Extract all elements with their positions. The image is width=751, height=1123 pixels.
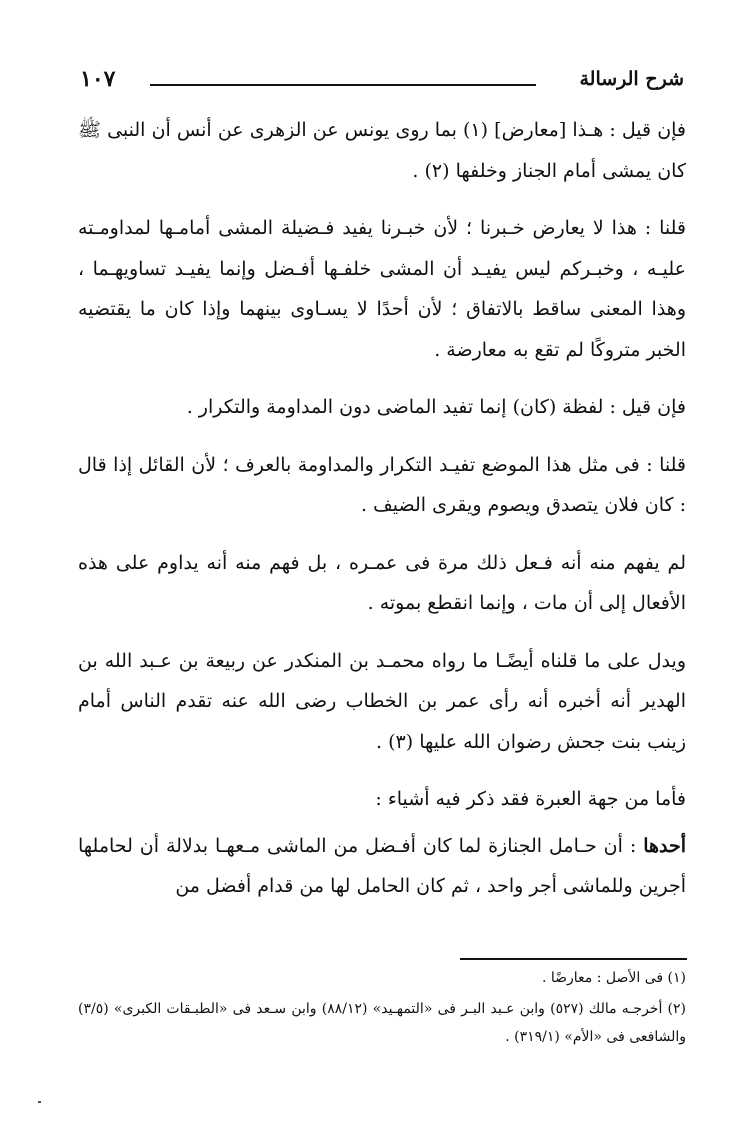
footnote-rule xyxy=(460,958,687,960)
paragraph xyxy=(78,387,686,428)
running-title: شرح الرسالة xyxy=(579,68,684,90)
paragraph-text: قلنا : فى مثل هذا الموضع تفيـد التكرار والمداومة بالعرف ؛ لأن القائل إذا قال : كان فلان يتصدق ويصوم ويقرى الضيف . xyxy=(78,453,686,516)
paragraph-text: فإن قيل : هـذا [معارض] (١) بما روى يونس عن الزهرى عن أنس أن النبى ﷺ كان يمشى أمام الجناز وخلفها (٢) . xyxy=(78,119,687,182)
page-header xyxy=(80,62,684,98)
paragraph xyxy=(78,208,686,370)
paragraph xyxy=(78,779,686,820)
footnote: (٢) أخرجـه مالك (٥٢٧) وابن عـبد البـر فى «التمهـيد» (٨٨/١٢) وابن سـعد فى «الطبـقات الكبرى» (٣/٥) والشافعى فى «الأم» (٣١٩/١) . xyxy=(78,1001,686,1045)
paragraph-text: فإن قيل : لفظة (كان) إنما تفيد الماضى دون المداومة والتكرار . xyxy=(186,396,686,418)
paragraph-lead-word: أحدها xyxy=(643,834,686,857)
paragraph xyxy=(78,543,686,624)
footnotes xyxy=(78,964,686,1054)
page-number: ١٠٧ xyxy=(80,66,116,92)
header-rule xyxy=(150,84,536,86)
paragraph-text: لم يفهم منه أنه فـعل ذلك مرة فى عمـره ، بل فهم منه أنه يداوم على هذه الأفعال إلى أن مات ، وإنما انقطع بموته . xyxy=(78,551,686,614)
paragraph xyxy=(78,110,686,191)
paragraph-text: قلنا : هذا لا يعارض خـبرنا ؛ لأن خبـرنا يفيد فـضيلة المشى أمامـها لمداومـته عليـه ، وخبـركم ليس يفيـد أن المشى خلفـها أفـضل وإنما يفيـد تساويهـما ، وهذا المعنى ساقط بالاتفاق ؛ لأن أحدًا لا يسـاوى بينهما وإذا كان ما يقتضيه الخبر متروكًا لم تقع به معارضة . xyxy=(78,217,686,361)
paragraph-text: ويدل على ما قلناه أيضًـا ما رواه محمـد بن المنكدر عن ربيعة بن عـبد الله بن الهدير أنه أخبره أنه رأى عمر بن الخطاب رضى الله عنه تقدم الناس أمام زينب بنت جحش رضوان الله عليها (٣) . xyxy=(78,649,686,753)
scan-speck xyxy=(38,1101,41,1103)
paragraph xyxy=(78,445,686,526)
paragraph xyxy=(78,826,686,907)
paragraph-text: فأما من جهة العبرة فقد ذكر فيه أشياء : xyxy=(375,788,686,810)
body-text xyxy=(78,110,686,924)
paragraph-text: : أن حـامل الجنازة لما كان أفـضل من الماشى مـعهـا بدلالة أن لحاملها أجرين وللماشى أجر واحد ، ثم كان الحامل لها من قدام أفضل من xyxy=(78,834,686,897)
footnote: (١) فى الأصل : معارضًا . xyxy=(541,970,686,986)
paragraph xyxy=(78,641,686,763)
